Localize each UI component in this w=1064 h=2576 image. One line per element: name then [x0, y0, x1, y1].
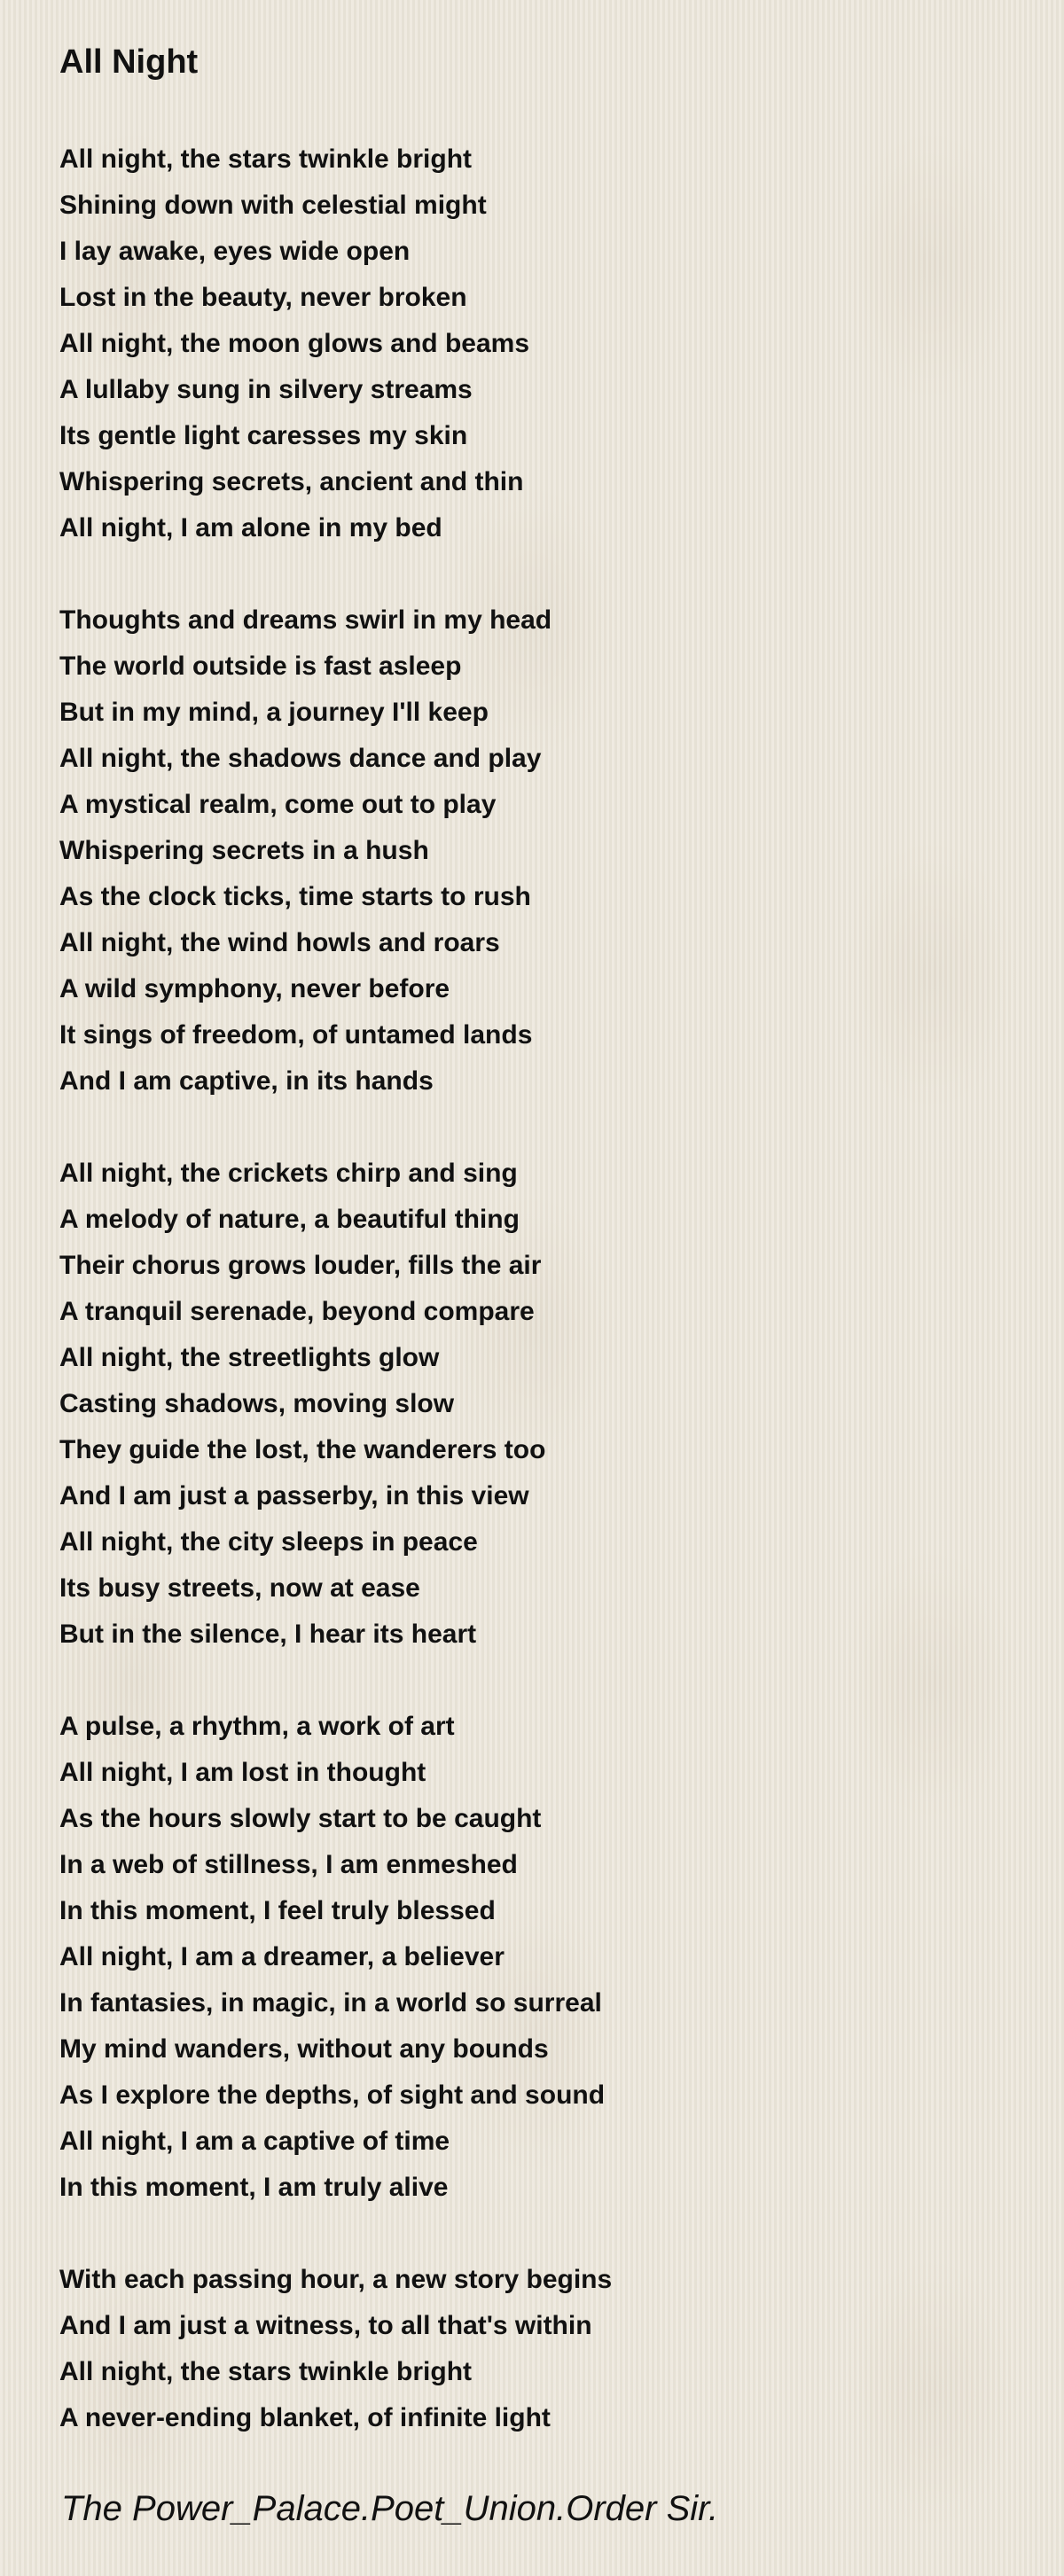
- poem-line: With each passing hour, a new story begins: [59, 2265, 613, 2294]
- poem-line: Its gentle light caresses my skin: [59, 421, 468, 450]
- poem-line: And I am just a witness, to all that's within: [59, 2311, 592, 2340]
- poem-line: A pulse, a rhythm, a work of art: [59, 1712, 455, 1741]
- poem-line: In this moment, I feel truly blessed: [59, 1896, 496, 1925]
- poem-line: A never-ending blanket, of infinite light: [59, 2403, 551, 2432]
- poem-line: All night, the crickets chirp and sing: [59, 1159, 518, 1188]
- poem-line: Shining down with celestial might: [59, 191, 487, 220]
- poem-line: But in my mind, a journey I'll keep: [59, 698, 489, 727]
- poem-stanza: [59, 597, 1035, 1105]
- poem-line: And I am just a passerby, in this view: [59, 1481, 529, 1510]
- poem-line: All night, the city sleeps in peace: [59, 1527, 478, 1557]
- poem-line: In fantasies, in magic, in a world so surreal: [59, 1988, 602, 2018]
- poem-line: A melody of nature, a beautiful thing: [59, 1205, 520, 1234]
- poem-line: Thoughts and dreams swirl in my head: [59, 605, 552, 635]
- poem-stanza: [59, 2257, 1035, 2441]
- poem-line: A mystical realm, come out to play: [59, 790, 497, 819]
- poem-stanza: [59, 1704, 1035, 2211]
- poem-line: They guide the lost, the wanderers too: [59, 1435, 546, 1464]
- poem-stanza: [59, 1151, 1035, 1658]
- poem-body: [59, 137, 1035, 2487]
- poem-line: And I am captive, in its hands: [59, 1066, 434, 1096]
- poem-line: Their chorus grows louder, fills the air: [59, 1251, 542, 1280]
- poem-line: All night, I am alone in my bed: [59, 513, 442, 543]
- poem-line: The world outside is fast asleep: [59, 652, 462, 681]
- poem-line: Lost in the beauty, never broken: [59, 283, 467, 312]
- poem-line: Whispering secrets, ancient and thin: [59, 467, 524, 496]
- poem-line: As the clock ticks, time starts to rush: [59, 882, 531, 911]
- poem-line: A wild symphony, never before: [59, 974, 450, 1003]
- poem-line: All night, I am lost in thought: [59, 1758, 426, 1787]
- poem-line: It sings of freedom, of untamed lands: [59, 1020, 533, 1050]
- poem-stanza: [59, 137, 1035, 551]
- poem-line: All night, the stars twinkle bright: [59, 2357, 473, 2386]
- poem-line: A tranquil serenade, beyond compare: [59, 1297, 535, 1326]
- poem-line: A lullaby sung in silvery streams: [59, 375, 473, 404]
- poem-line: Whispering secrets in a hush: [59, 836, 429, 865]
- poem-line: Its busy streets, now at ease: [59, 1573, 420, 1603]
- poem-line: In a web of stillness, I am enmeshed: [59, 1850, 518, 1879]
- poem-line: All night, the streetlights glow: [59, 1343, 440, 1372]
- poem-line: As the hours slowly start to be caught: [59, 1804, 542, 1833]
- poem-line: Casting shadows, moving slow: [59, 1389, 455, 1418]
- poem-line: But in the silence, I hear its heart: [59, 1620, 477, 1649]
- poem-line: In this moment, I am truly alive: [59, 2173, 449, 2202]
- poem-line: As I explore the depths, of sight and sound: [59, 2080, 606, 2110]
- poem-line: All night, the moon glows and beams: [59, 329, 530, 358]
- poem-title: All Night: [59, 43, 199, 81]
- poem-line: I lay awake, eyes wide open: [59, 237, 411, 266]
- poem-line: All night, the wind howls and roars: [59, 928, 500, 957]
- poem-line: All night, the shadows dance and play: [59, 744, 542, 773]
- poem-line: My mind wanders, without any bounds: [59, 2034, 549, 2064]
- poem-author: The Power_Palace.Poet_Union.Order Sir.: [61, 2489, 719, 2528]
- poem-line: All night, the stars twinkle bright: [59, 144, 473, 174]
- poem-line: All night, I am a dreamer, a believer: [59, 1942, 505, 1971]
- poem-line: All night, I am a captive of time: [59, 2127, 450, 2156]
